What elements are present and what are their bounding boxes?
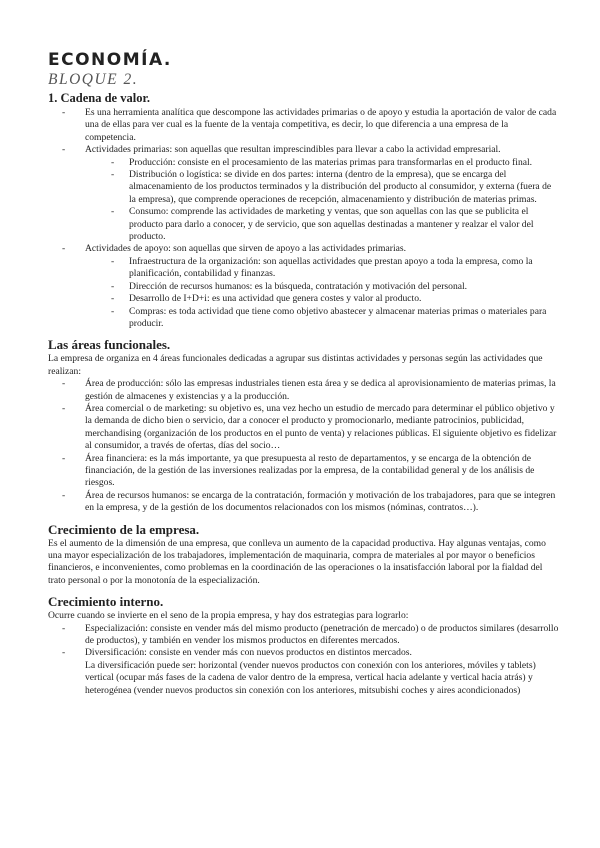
primarias-sublist <box>85 157 560 244</box>
heading-crecimiento-interno: Crecimiento interno. <box>48 594 164 610</box>
interno-list <box>48 623 560 697</box>
section-cadena-de-valor <box>48 91 560 330</box>
areas-list <box>48 378 560 514</box>
sub-list-item: - Consumo: comprende las actividades de marketing y ventas, que son aquellas con las que se publicita el producto para darlo a conocer, y de servicio, que son aquellas destinadas a mantener y realzar el valor del producto. <box>102 206 560 243</box>
sub-list-item: - Distribución o logística: se divide en dos partes: interna (dentro de la empresa), que se encarga del almacenamiento de los productos terminados y la distribución del producto al consumidor, y externa (fuera de la empresa), que comprende operaciones de recepción, almacenamiento y distribución de materias primas. <box>102 169 560 206</box>
sub-list-item: - Producción: consiste en el procesamiento de las materias primas para transformarlas en el producto final. <box>102 157 560 169</box>
list-item-apoyo <box>48 243 560 330</box>
list-item: - Área de recursos humanos: se encarga de la contratación, formación y motivación de los trabajadores, para que se integren en la empresa, y de la gestión de los documentos relacionados con los mismos (nóminas, contratos…). <box>48 490 560 515</box>
cadena-list <box>48 107 560 330</box>
document-title: ECONOMÍA. <box>48 50 172 70</box>
apoyo-sublist <box>85 256 560 330</box>
diversificacion-detail: La diversificación puede ser: horizontal (vender nuevos productos con conexión con los anteriores, móviles y tablets) vertical (ocupar más fases de la cadena de valor dentro de la empresa, vertical hacia adelante y vertical hacia atrás) y heterogénea (vender nuevos productos sin conexión con los anteriores, mitsubishi coches y aires acondicionados) <box>85 659 536 696</box>
document-subtitle: BLOQUE 2. <box>48 71 139 88</box>
diversificacion-label: Diversificación: consiste en vender más con nuevos productos en distintos mercados. <box>85 647 412 659</box>
areas-intro: La empresa de organiza en 4 áreas funcionales dedicadas a agrupar sus distintas actividades y personas según las actividades que realizan: <box>48 353 543 377</box>
list-item: - Especialización: consiste en vender más del mismo producto (penetración de mercado) o de productos similares (desarrollo de productos), y también en vender los mismos productos en diferentes mercados. <box>48 623 560 648</box>
sub-list-item: - Compras: es toda actividad que tiene como objetivo abastecer y almacenar materias primas o materiales para producir. <box>102 306 560 331</box>
heading-cadena-de-valor: 1. Cadena de valor. <box>48 91 150 105</box>
list-item: - Área comercial o de marketing: su objetivo es, una vez hecho un estudio de mercado para determinar el público objetivo y la demanda de dicho bien o servicio, dar a conocer el producto y promocionarlo, mediante patrocinios, publicidad, merchandising (organización de los productos en el punto de venta) y relaciones públicas. El siguiente objetivo es fidelizar al consumidor, a través de ofertas, días del socio… <box>48 403 560 453</box>
sub-list-item: - Infraestructura de la organización: son aquellas actividades que prestan apoyo a toda la empresa, como la planificación, contabilidad y finanzas. <box>102 256 560 281</box>
primarias-label: Actividades primarias: son aquellas que resultan imprescindibles para llevar a cabo la actividad empresarial. <box>85 144 501 156</box>
list-item-primarias <box>48 144 560 243</box>
heading-areas-funcionales: Las áreas funcionales. <box>48 337 171 353</box>
sub-list-item: - Dirección de recursos humanos: es la búsqueda, contratación y motivación del personal. <box>102 281 560 293</box>
heading-crecimiento: Crecimiento de la empresa. <box>48 521 200 537</box>
sub-list-item: - Desarrollo de I+D+i: es una actividad que genera costes y valor al producto. <box>102 293 560 305</box>
section-areas-funcionales <box>48 337 560 514</box>
section-crecimiento-interno <box>48 594 560 697</box>
crecimiento-text: Es el aumento de la dimensión de una empresa, que conlleva un aumento de la capacidad productiva. Hay algunas ventajas, como una mayor especialización de los trabajadores, implementación de maquinaria, compra de materiales al por mayor o beneficios financieros, e inconvenientes, como problemas en la coordinación de las operaciones o la insatisfacción laboral por la fialdad del trato personal o por la monotonía de la especialización. <box>48 537 546 586</box>
section-crecimiento <box>48 522 560 588</box>
list-item: - Área financiera: es la más importante, ya que presupuesta al resto de departamentos, y se encarga de la obtención de financiación, de la gestión de las inversiones realizadas por la empresa, de la contabilidad general y de los análisis de riesgos. <box>48 453 560 490</box>
list-item: - Área de producción: sólo las empresas industriales tienen esta área y se dedica al aprovisionamiento de materias primas, la gestión de almacenes y existencias y a la producción. <box>48 378 560 403</box>
interno-intro: Ocurre cuando se invierte en el seno de la propia empresa, y hay dos estrategias para lograrlo: <box>48 610 409 622</box>
apoyo-label: Actividades de apoyo: son aquellas que sirven de apoyo a las actividades primarias. <box>85 243 407 255</box>
list-item: - Es una herramienta analítica que descompone las actividades primarias o de apoyo y estudia la aportación de valor de cada una de ellas para ver cual es la fuente de la ventaja competitiva, es decir, lo que diferencia a una empresa de la competencia. <box>48 107 560 144</box>
list-item-diversificacion <box>48 647 560 697</box>
